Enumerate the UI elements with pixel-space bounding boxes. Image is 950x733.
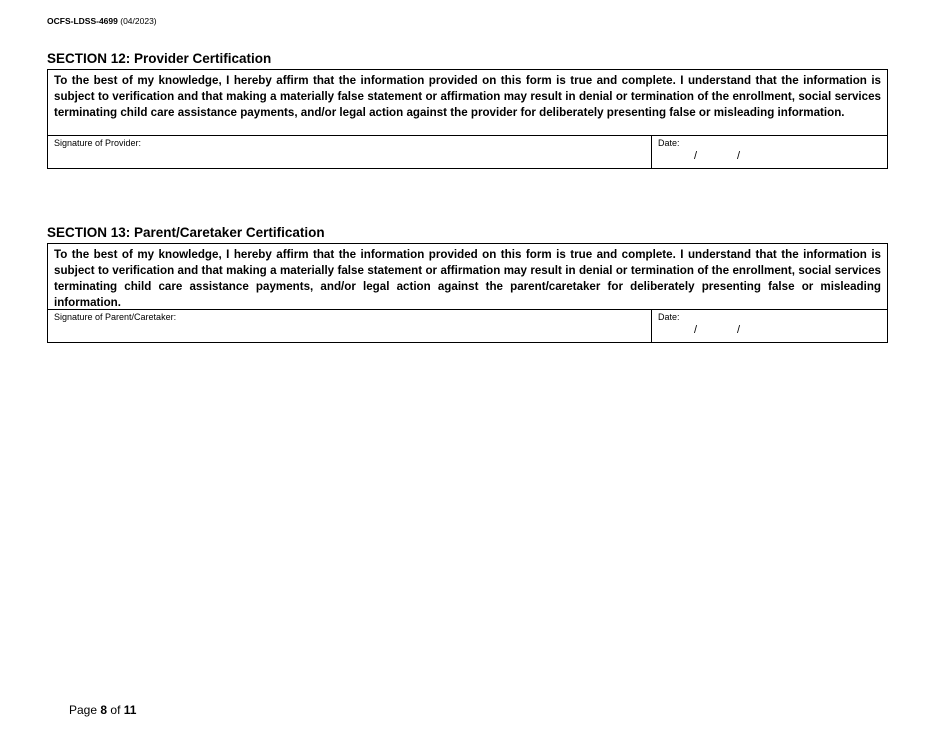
- date-separator: /: [694, 150, 698, 162]
- form-date: (04/2023): [120, 16, 157, 26]
- parent-signature-field[interactable]: [48, 310, 652, 342]
- provider-certification-text: To the best of my knowledge, I hereby affirm that the information provided on this form is true and complete. I understand that the information is subject to verification and that making a materially false statement or affirmation may result in denial or termination of the enrollment, social services terminating child care assistance payments, and/or legal action against the provider for deliberately presenting false or misleading information.: [48, 70, 887, 136]
- parent-certification-text: To the best of my knowledge, I hereby affirm that the information provided on this form is true and complete. I understand that the information is subject to verification and that making a materially false statement or affirmation may result in denial or termination of the enrollment, social services terminating child care assistance payments, and/or legal action against the parent/caretaker for deliberately presenting false or misleading information.: [48, 244, 887, 310]
- parent-date-label: Date:: [658, 312, 680, 322]
- provider-certification-box: [47, 69, 888, 169]
- date-separator: /: [737, 150, 741, 162]
- parent-signature-label: Signature of Parent/Caretaker:: [54, 312, 177, 322]
- page-of: of: [110, 703, 121, 717]
- form-identifier: [47, 16, 157, 27]
- page-total: 11: [123, 703, 137, 717]
- parent-signature-row: [48, 310, 887, 342]
- date-separator: /: [737, 324, 741, 336]
- page-prefix: Page: [69, 703, 98, 717]
- parent-date-field[interactable]: [652, 310, 887, 342]
- provider-signature-label: Signature of Provider:: [54, 138, 142, 148]
- provider-date-field[interactable]: [652, 136, 887, 168]
- provider-date-label: Date:: [658, 138, 680, 148]
- form-code: OCFS-LDSS-4699: [47, 16, 118, 26]
- provider-signature-row: [48, 136, 887, 168]
- section-12-title: SECTION 12: Provider Certification: [47, 51, 272, 66]
- section-13-title: SECTION 13: Parent/Caretaker Certification: [47, 225, 325, 240]
- page-number: [69, 703, 136, 717]
- page-current: 8: [100, 703, 108, 717]
- parent-certification-box: [47, 243, 888, 343]
- date-separator: /: [694, 324, 698, 336]
- provider-signature-field[interactable]: [48, 136, 652, 168]
